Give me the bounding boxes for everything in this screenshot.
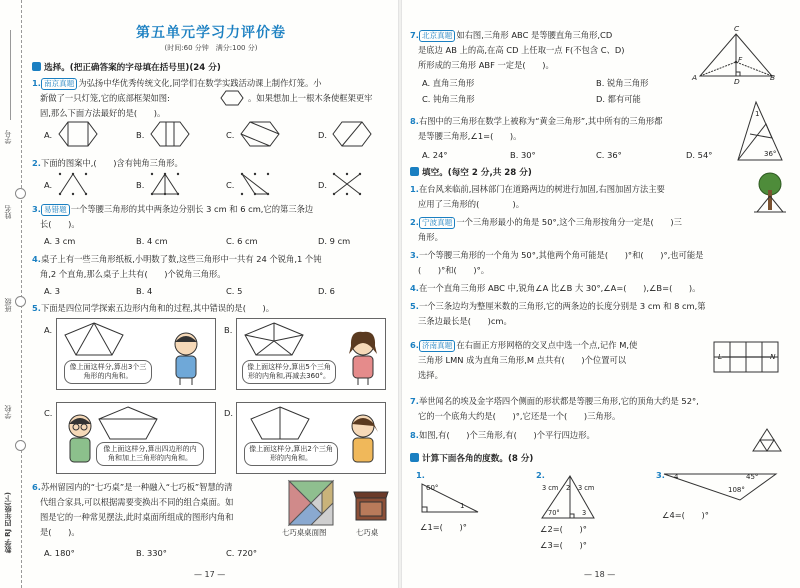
q3-option-a[interactable]: A. 3 cm (44, 236, 76, 246)
f4-line: 4.在一个直角三角形 ABC 中,锐角∠A 比∠B 大 30°,∠A=( ),∠B=( )。 (410, 283, 701, 293)
q2-option-d[interactable]: D. (318, 180, 328, 190)
c2-label-70: 70° (548, 509, 560, 517)
q2-option-c[interactable]: C. (226, 180, 235, 190)
page-17 (26, 0, 396, 588)
binding-hole (15, 188, 26, 199)
exam-subtitle: (时间:60 分钟 满分:100 分) (164, 44, 258, 52)
q5-bubble-a: 像上面这样分,算出3个三角形的内角和。 (64, 360, 152, 384)
q7-line1: 7. 北京真题 如右图,三角形 ABC 是等腰直角三角形,CD (410, 30, 613, 40)
c3-answer: ∠4=( )° (662, 510, 709, 520)
q8-option-b[interactable]: B. 30° (510, 150, 536, 160)
f6-label-n: N (770, 352, 776, 361)
section-choice-text: 选择。(把正确答案的字母填在括号里)(24 分) (44, 63, 221, 73)
dot-grid-pattern-b-icon (150, 172, 180, 196)
student-boy-glasses-icon (62, 412, 98, 470)
pentagon-split-b-icon (244, 322, 304, 356)
f6-line1: 6. 济南真题 在右面正方形网格的交叉点中选一个点,记作 M,使 (410, 340, 638, 350)
q4-option-a[interactable]: A. 3 (44, 286, 61, 296)
page-gutter (398, 0, 402, 588)
q6-line3: 图是它的一种常见摆法,此时桌面所组成的图形内角和 (40, 512, 234, 522)
q3-tag: 易错题 (41, 204, 70, 216)
q6-line4: 是( )。 (40, 527, 80, 537)
pentagon-split-a-icon (64, 322, 124, 356)
tangram-table-top-icon (288, 480, 336, 526)
q5-line: 5.下面是四位同学探索五边形内角和的过程,其中错误的是( )。 (32, 303, 275, 313)
hexagon-with-one-diagonal-icon (332, 121, 372, 147)
pentagon-split-c-icon (98, 406, 158, 440)
q1-line1 (32, 78, 322, 90)
hexagon-with-diagonals-icon (240, 121, 280, 147)
c2-label-3cm-right: 3 cm (578, 484, 595, 492)
golden-triangle-figure (736, 100, 784, 164)
page-number-17: — 17 — (194, 570, 226, 579)
c2-label-2: 2 (566, 484, 571, 492)
q7-label-c: C (734, 24, 740, 33)
q8-option-a[interactable]: A. 24° (422, 150, 448, 160)
binding-label-student-id: 学号 (4, 130, 12, 144)
q2-line: 2.下面的图案中,( )含有钝角三角形。 (32, 158, 183, 168)
binding-label-book: 数学 RJ 四年级(下) (4, 492, 12, 554)
tangram-table-caption: 七巧桌 (356, 528, 379, 537)
exam-title: 第五单元学习力评价卷 (136, 25, 286, 41)
q1-line3: 。如果想加上一根木条使框架更牢 (248, 93, 373, 103)
q3-line1: 3. 易错题 一个等腰三角形的其中两条边分别长 3 cm 和 6 cm,它的第三条边 (32, 204, 314, 214)
c3-label-4: 4 (674, 473, 679, 481)
q1-option-d[interactable]: D. (318, 130, 328, 140)
q1-number: 1. (32, 78, 41, 88)
f5-line1: 5.一个三条边均为整厘米数的三角形,它的两条边的长度分别是 3 cm 和 8 cm,第 (410, 301, 706, 311)
q7-label-d: D (734, 77, 740, 86)
q4-option-c[interactable]: C. 5 (226, 286, 243, 296)
q1-line2: 新做了一只灯笼,它的底部框架如图: (40, 93, 170, 103)
f5-line2: 三条边最长是( )cm。 (418, 316, 512, 326)
tangram-top-caption: 七巧桌桌面图 (282, 528, 327, 537)
c1-answer: ∠1=( )° (420, 522, 467, 532)
binding-label-class: 班级 (4, 298, 12, 312)
q8-line2: 是等腰三角形,∠1=( )。 (418, 131, 522, 141)
c3-label-45: 45° (746, 473, 759, 481)
f2-line1: 2. 宁波真题 一个三角形最小的角是 50°,这个三角形按角分一定是( )三 (410, 217, 682, 227)
hexagon-with-vertical-bars-icon (150, 121, 190, 147)
hexagon-with-two-vertical-bars-icon (58, 121, 98, 147)
dot-grid-pattern-a-icon (58, 172, 88, 196)
q1-tag: 南京真题 (41, 78, 77, 90)
obtuse-triangle-c3-figure (662, 472, 778, 502)
binding-label-name: 姓名 (4, 205, 12, 219)
c1-label-60: 60° (426, 484, 439, 492)
q5-bubble-b: 像上面这样分,算出5个三角形的内角和,再减去360°。 (242, 360, 336, 384)
q1-line4: 固,那么下面方法最好的是( )。 (40, 108, 166, 118)
c2-answer-2: ∠2=( )° (540, 524, 587, 534)
c1-number: 1. (416, 470, 425, 480)
q1-option-a[interactable]: A. (44, 130, 53, 140)
q2-option-a[interactable]: A. (44, 180, 53, 190)
binding-hole (15, 440, 26, 451)
q6-line1: 6.苏州留园内的“七巧桌”是一种融入“七巧板”智慧的清 (32, 482, 233, 492)
q7-tag: 北京真题 (419, 30, 455, 42)
q3-option-c[interactable]: C. 6 cm (226, 236, 258, 246)
f6-tag: 济南真题 (419, 340, 455, 352)
q1-option-b[interactable]: B. (136, 130, 145, 140)
q4-option-d[interactable]: D. 6 (318, 286, 335, 296)
q6-option-b[interactable]: B. 330° (136, 548, 167, 558)
binding-strip (0, 0, 22, 588)
q3-option-b[interactable]: B. 4 cm (136, 236, 168, 246)
f1-line1: 1.在台风来临前,园林部门在道路两边的树进行加固,右图加固方法主要 (410, 184, 665, 194)
q8-option-d[interactable]: D. 54° (686, 150, 713, 160)
c2-number: 2. (536, 470, 545, 480)
c2-label-3: 3 (582, 509, 587, 517)
q8-option-c[interactable]: C. 36° (596, 150, 622, 160)
q1-text1: 为弘扬中华优秀传统文化,同学们在数学实践活动课上制作灯笼。小 (78, 78, 322, 88)
q7-option-d[interactable]: D. 都有可能 (596, 94, 641, 104)
binding-hole (15, 296, 26, 307)
f6-line3: 选择。 (418, 370, 443, 380)
pentagon-split-d-icon (250, 406, 310, 440)
q5-option-b[interactable]: B. (224, 325, 233, 335)
f3-line2: ( )°和( )°。 (418, 265, 490, 275)
q6-line2: 代组合家具,可以根据需要变换出不同的组合桌面。如 (40, 497, 234, 507)
q1-option-c[interactable]: C. (226, 130, 235, 140)
q8-line1: 8.右图中的三角形在数学上被称为“黄金三角形”,其中所有的三角形都 (410, 116, 663, 126)
c2-answer-3: ∠3=( )° (540, 540, 587, 550)
student-girl-icon (344, 330, 382, 386)
section-choice-heading (32, 62, 221, 74)
q8-label-angle1: 1 (755, 110, 760, 118)
q5-bubble-c: 像上面这样分,算出四边形的内角和加上三角形的内角和。 (96, 442, 204, 466)
q7-option-c[interactable]: C. 钝角三角形 (422, 94, 475, 104)
q7-line3: 所形成的三角形 ABF 一定是( )。 (418, 60, 554, 70)
c2-label-3cm-left: 3 cm (542, 484, 559, 492)
f6-label-l: L (718, 352, 723, 361)
q4-option-b[interactable]: B. 4 (136, 286, 153, 296)
f8-line: 8.如图,有( )个三角形,有( )个平行四边形。 (410, 430, 595, 440)
q4-line2: 角,2 个直角,那么桌子上共有( )个锐角三角形。 (40, 269, 226, 279)
q6-option-c[interactable]: C. 720° (226, 548, 258, 558)
c1-label-1: 1 (460, 502, 465, 510)
q4-line1: 4.桌子上有一些三角形纸板,小明数了数,这些三角形中一共有 24 个锐角,1 个钝 (32, 254, 322, 264)
q5-option-a[interactable]: A. (44, 325, 53, 335)
q5-bubble-d: 像上面这样分,算出2个三角形的内角和。 (244, 442, 338, 466)
student-boy-icon (166, 330, 206, 386)
f7-line1: 7.举世闻名的埃及金字塔四个侧面的形状都是等腰三角形,它的顶角大约是 52°, (410, 396, 699, 406)
q8-label-36: 36° (764, 150, 777, 158)
q7-label-f: F (738, 55, 743, 64)
c3-label-108: 108° (728, 486, 745, 494)
section-marker-icon (32, 62, 41, 71)
braced-tree-icon (754, 172, 786, 214)
f1-line2: 应用了三角形的( )。 (418, 199, 525, 209)
q3-line2: 长( )。 (40, 219, 80, 229)
student-girl-ponytail-icon (344, 412, 382, 470)
q7-line2: 是底边 AB 上的高,在高 CD 上任取一点 F(不包含 C、D) (418, 45, 625, 55)
section-marker-icon (410, 453, 419, 462)
q5-option-c[interactable]: C. (44, 408, 53, 418)
f2-line2: 角形。 (418, 232, 443, 242)
q7-option-a[interactable]: A. 直角三角形 (422, 78, 475, 88)
dot-grid-pattern-c-icon (240, 172, 270, 196)
dot-grid-pattern-d-icon (332, 172, 362, 196)
page-number-18: — 18 — (584, 570, 616, 579)
q7-label-a: A (692, 73, 698, 82)
f6-line2: 三角形 LMN 成为直角三角形,M 点共有( )个位置可以 (418, 355, 627, 365)
q7-option-b[interactable]: B. 锐角三角形 (596, 78, 649, 88)
section-angle-heading: 计算下面各角的度数。(8 分) (410, 453, 533, 465)
lantern-frame-hexagon-icon (220, 90, 244, 106)
binding-label-school: 学校 (4, 405, 12, 419)
nested-triangle-figure (752, 428, 782, 452)
section-marker-icon (410, 167, 419, 176)
isosceles-right-triangle-abc-figure (696, 28, 776, 84)
q5-option-d[interactable]: D. (224, 408, 234, 418)
f7-line2: 它的一个底角大约是( )°,它还是一个( )三角形。 (418, 411, 621, 421)
q6-option-a[interactable]: A. 180° (44, 548, 75, 558)
page-18 (406, 0, 796, 588)
f3-line1: 3.一个等腰三角形的一个角为 50°,其他两个角可能是( )°和( )°,也可能是 (410, 250, 704, 260)
f2-tag: 宁波真题 (419, 217, 455, 229)
q2-option-b[interactable]: B. (136, 180, 145, 190)
c3-number: 3. (656, 470, 665, 480)
q3-option-d[interactable]: D. 9 cm (318, 236, 351, 246)
tangram-table-icon (350, 482, 392, 524)
section-fill-heading: 填空。(每空 2 分,共 28 分) (410, 167, 532, 179)
q7-label-b: B (770, 73, 776, 82)
